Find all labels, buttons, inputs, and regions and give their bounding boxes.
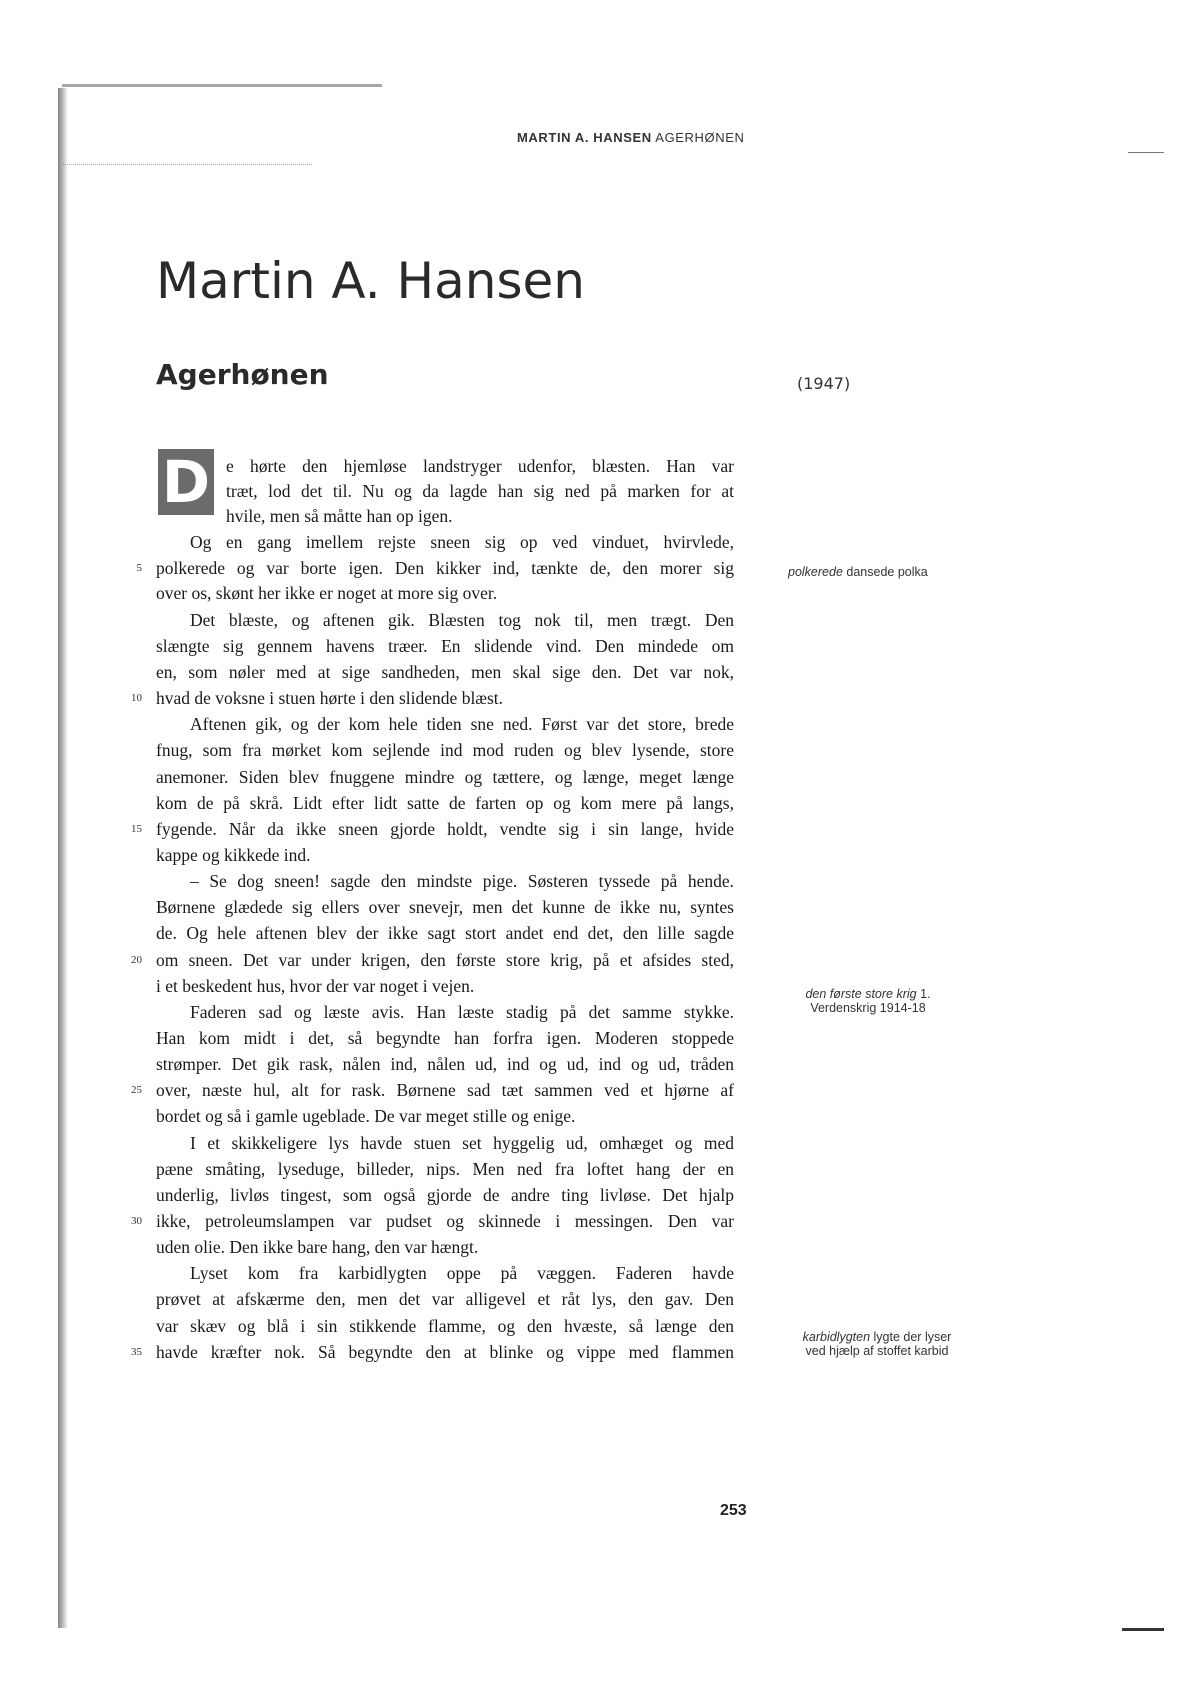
line-number: 30: [131, 1215, 142, 1227]
text-line: anemoner. Siden blev fnuggene mindre og tættere, og længe, meget længe: [156, 767, 734, 787]
text-line: hvad de voksne i stuen hørte i den slidende blæst.: [156, 688, 504, 708]
text-line: hvile, men så måtte han op igen.: [226, 506, 453, 526]
gloss-definition: 1.: [920, 987, 931, 1001]
text-line: fygende. Når da ikke sneen gjorde holdt, vendte sig i sin lange, hvide: [156, 819, 734, 839]
text-line: ikke, petroleumslampen var pudset og skinnede i messingen. Den var: [156, 1211, 734, 1231]
gloss-definition: ved hjælp af stoffet karbid: [805, 1344, 949, 1358]
text-line: Aftenen gik, og der kom hele tiden sne ned. Først var det store, brede: [190, 714, 734, 734]
line-number: 35: [131, 1346, 142, 1358]
drop-cap: D: [158, 449, 214, 515]
text-line: strømper. Det gik rask, nålen ind, nålen ud, ind og ud, ind og ud, tråden: [156, 1054, 734, 1074]
text-line: Og en gang imellem rejste sneen sig op ved vinduet, hvirvlede,: [190, 532, 734, 552]
text-line: over os, skønt her ikke er noget at more sig over.: [156, 583, 498, 603]
work-title: Agerhønen: [156, 358, 329, 391]
running-head-title: AGERHØNEN: [655, 130, 745, 145]
margin-gloss: [786, 1330, 968, 1358]
text-line: kappe og kikkede ind.: [156, 845, 311, 865]
gloss-definition: lygte der lyser: [873, 1330, 952, 1344]
margin-gloss: [788, 565, 928, 579]
text-line: Børnene glædede sig ellers over snevejr, men det kunne de ikke nu, syntes: [156, 897, 734, 917]
text-line: polkerede og var borte igen. Den kikker ind, tænkte de, den morer sig: [156, 558, 734, 578]
text-line: en, som nøler med at sige sandheden, men skal sige den. Det var nok,: [156, 662, 734, 682]
scan-top-edge: [62, 84, 382, 87]
running-head-author: MARTIN A. HANSEN: [517, 130, 652, 145]
text-line: prøvet at afskærme den, men det var alligevel et råt lys, den gav. Den: [156, 1289, 734, 1309]
text-line: Det blæste, og aftenen gik. Blæsten tog nok til, men trægt. Den: [190, 610, 734, 630]
text-line: – Se dog sneen! sagde den mindste pige. Søsteren tyssede på hende.: [190, 871, 734, 891]
text-line: e hørte den hjemløse landstryger udenfor, blæsten. Han var: [226, 456, 734, 476]
gloss-definition: Verdenskrig 1914-18: [810, 1001, 926, 1015]
text-line: slængte sig gennem havens træer. En slidende vind. Den mindede om: [156, 636, 734, 656]
scan-dotted-artifact: [62, 164, 312, 165]
text-line: fnug, som fra mørket kom sejlende ind mod ruden og blev lysende, store: [156, 740, 734, 760]
line-number: 10: [131, 692, 142, 704]
text-line: i et beskedent hus, hvor der var noget i vejen.: [156, 976, 475, 996]
line-number: 5: [136, 562, 142, 574]
corner-mark: [1122, 1628, 1164, 1631]
text-line: pæne småting, lyseduge, billeder, nips. Men ned fra loftet hang der en: [156, 1159, 734, 1179]
text-line: kom de på skrå. Lidt efter lidt satte de farten op og kom mere på langs,: [156, 793, 734, 813]
text-line: bordet og så i gamle ugeblade. De var meget stille og enige.: [156, 1106, 576, 1126]
gloss-term: den første store krig: [805, 987, 917, 1001]
text-line: underlig, livløs tingest, som også gjorde de andre ting livløse. Det hjalp: [156, 1185, 734, 1205]
margin-gloss: [788, 987, 948, 1015]
line-number: 20: [131, 954, 142, 966]
text-line: de. Og hele aftenen blev der ikke sagt stort andet end det, den lille sagde: [156, 923, 734, 943]
page-number: 253: [720, 1502, 747, 1519]
text-line: træt, lod det til. Nu og da lagde han sig ned på marken for at: [226, 481, 734, 501]
line-number: 25: [131, 1084, 142, 1096]
text-line: Han kom midt i det, så begyndte han forfra igen. Moderen stoppede: [156, 1028, 734, 1048]
text-line: Faderen sad og læste avis. Han læste stadig på det samme stykke.: [190, 1002, 734, 1022]
line-number: 15: [131, 823, 142, 835]
author-name: Martin A. Hansen: [156, 252, 585, 310]
gloss-term: karbidlygten: [802, 1330, 871, 1344]
gloss-term: polkerede: [788, 565, 843, 579]
publication-year: (1947): [797, 374, 851, 393]
running-head: [517, 130, 745, 145]
text-line: I et skikkeligere lys havde stuen set hyggelig ud, omhæget og med: [190, 1133, 734, 1153]
gloss-definition: dansede polka: [846, 565, 928, 579]
text-line: om sneen. Det var under krigen, den første store krig, på et afsides sted,: [156, 950, 734, 970]
text-line: var skæv og blå i sin stikkende flamme, og den hvæste, så længe den: [156, 1316, 734, 1336]
text-line: over, næste hul, alt for rask. Børnene sad tæt sammen ved et hjørne af: [156, 1080, 734, 1100]
text-line: havde kræfter nok. Så begyndte den at blinke og vippe med flammen: [156, 1342, 734, 1362]
text-line: uden olie. Den ikke bare hang, den var hængt.: [156, 1237, 479, 1257]
corner-mark: [1128, 152, 1164, 153]
text-line: Lyset kom fra karbidlygten oppe på væggen. Faderen havde: [190, 1263, 734, 1283]
scan-page-edge: [58, 88, 68, 1628]
